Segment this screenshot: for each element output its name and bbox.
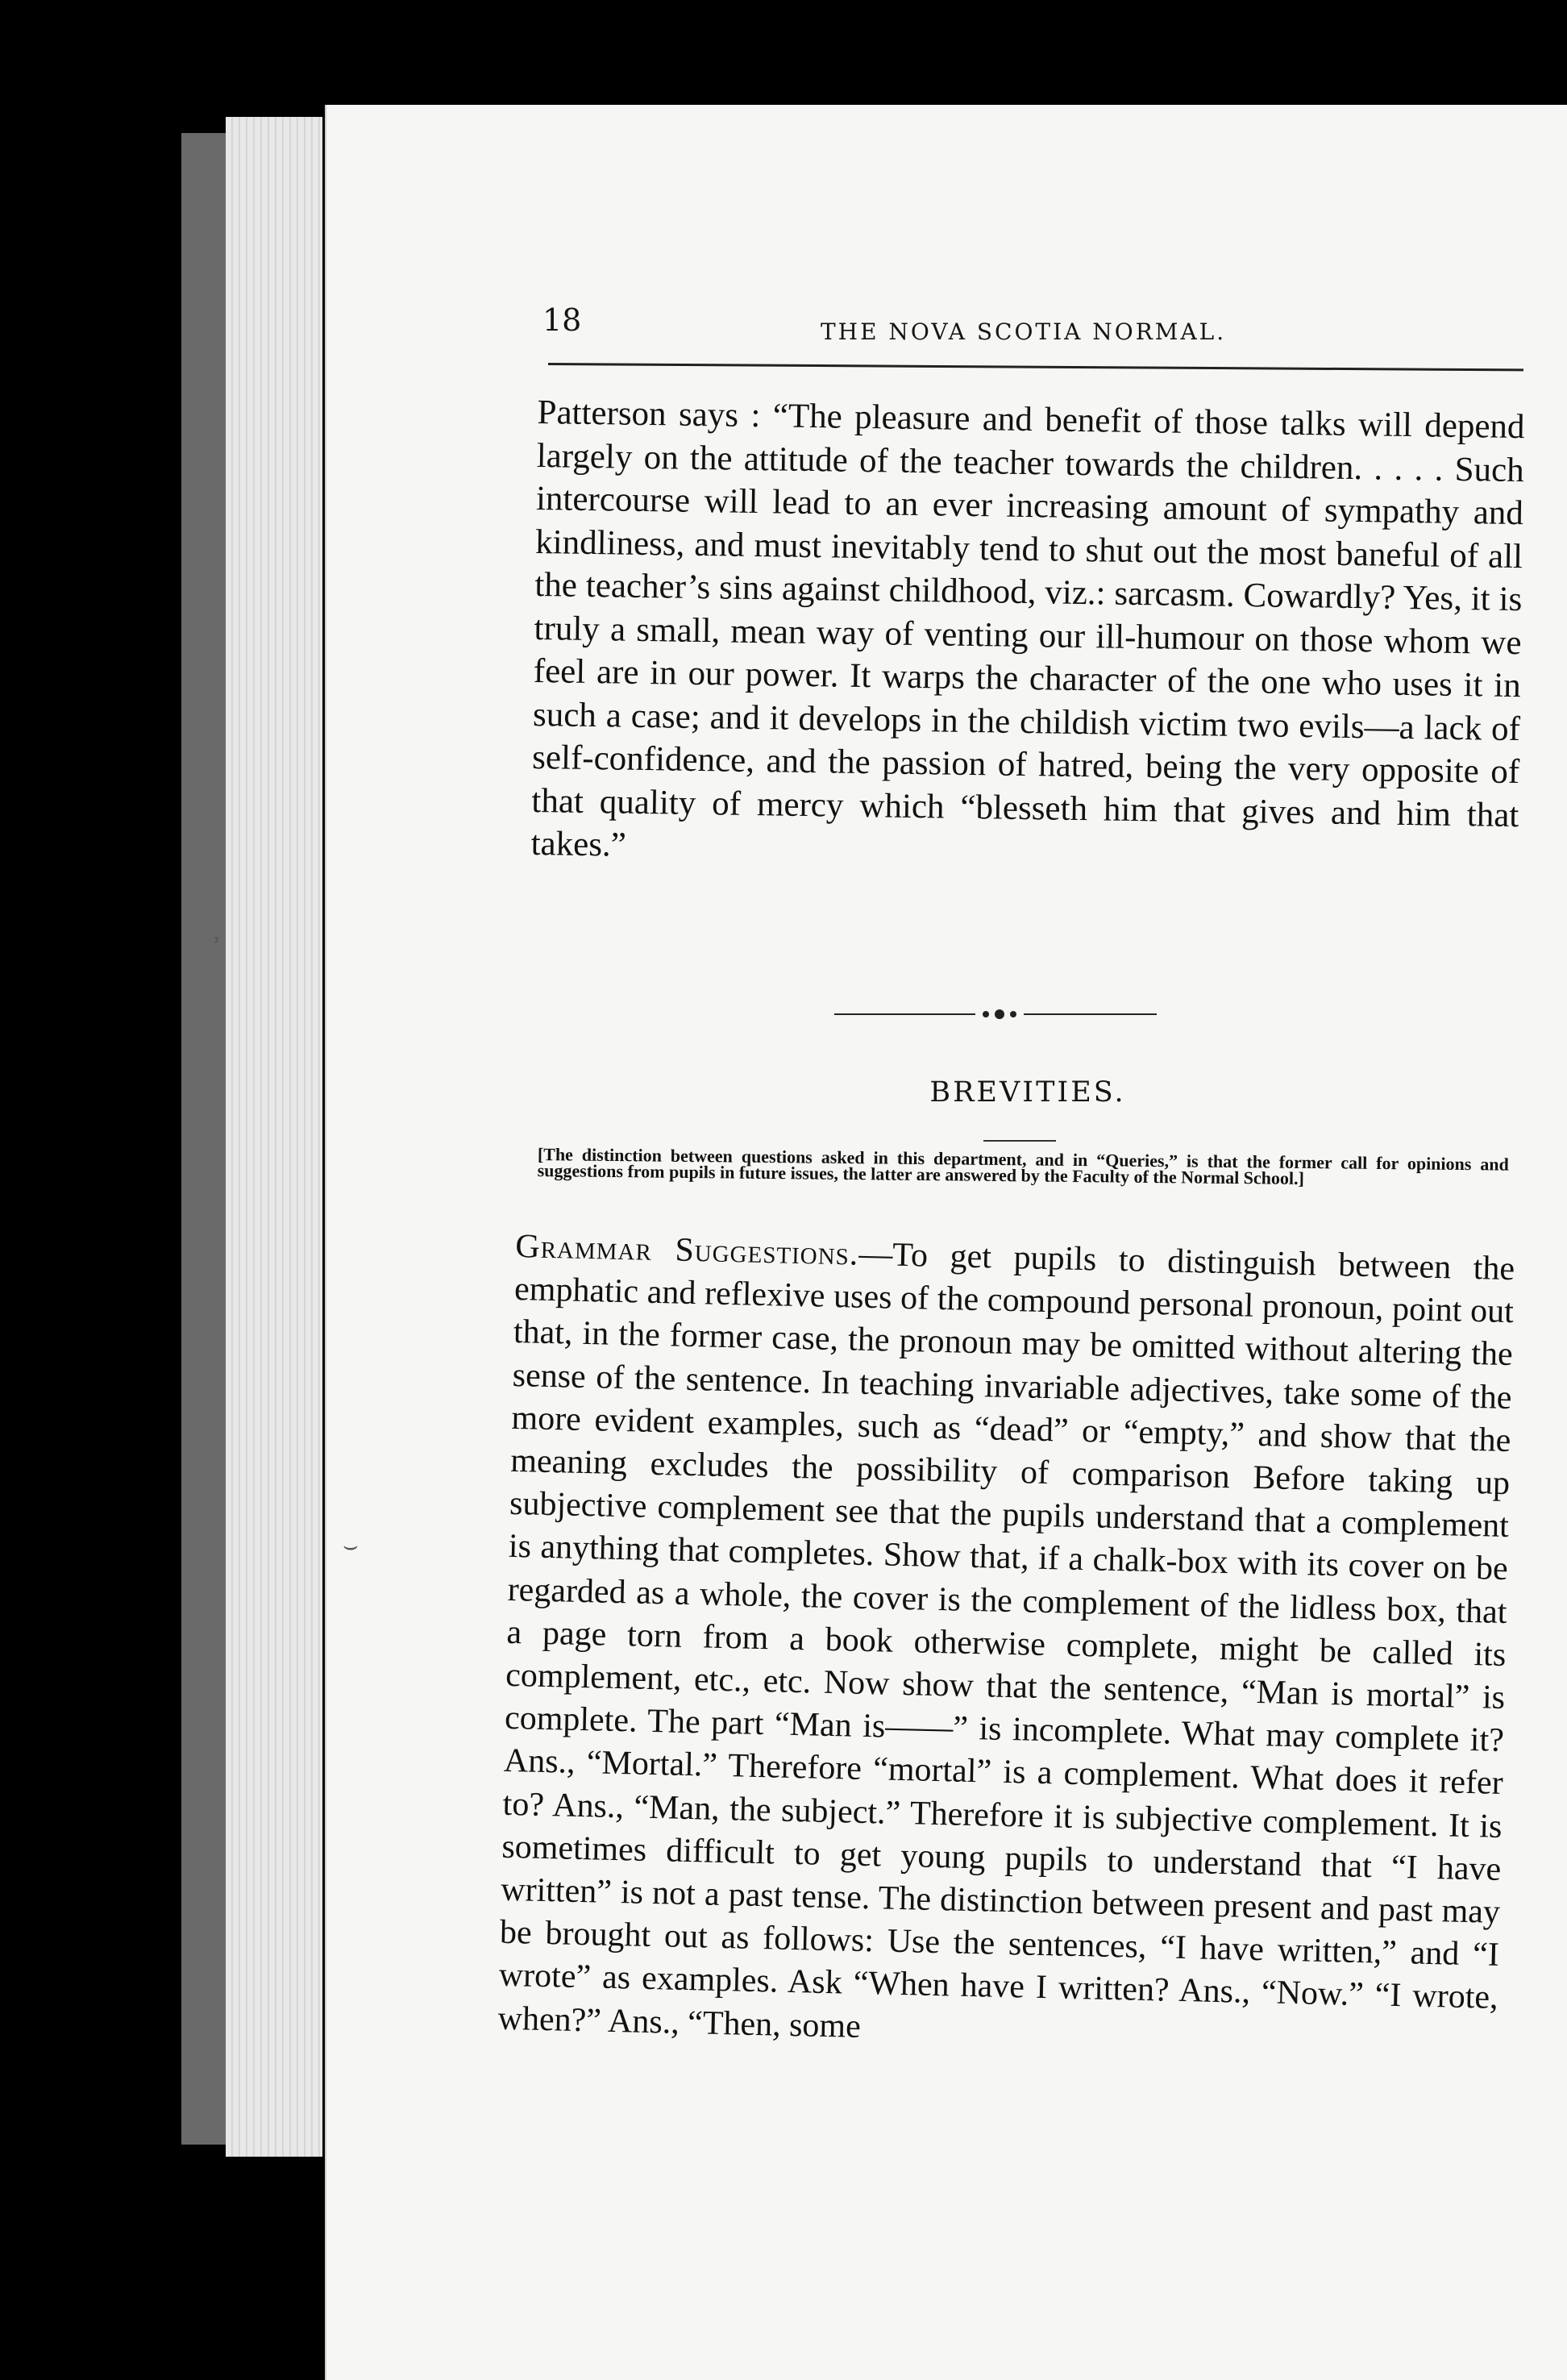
editorial-note: [The distinction between questions asked in this department, and in “Queries,” is that the former call for opinions and suggestions from pupils in future issues, the latter are answered by the Faculty of the Normal School.] xyxy=(537,1144,1509,1188)
header-rule xyxy=(548,363,1523,371)
quote-paragraph: Patterson says : “The pleasure and benefit of those talks will depend largely on the attitude of the teacher towards the children. . . . . Such intercourse will lead to an ever increasing amount of sympathy and kindliness, and must inevitably tend to shut out the most baneful of all the teacher’s sins against childhood, viz.: sarcasm. Cowardly? Yes, it is truly a small, mean way of venting our ill-humour on those whom we feel are in our power. It warps the character of the one who uses it in such a case; and it develops in the childish victim two evils—a lack of self-confidence, and the passion of hatred, being the very opposite of that quality of mercy which “blesseth him that gives and him that takes.” xyxy=(530,393,1525,864)
section-title: BREVITIES. xyxy=(929,1076,1126,1109)
margin-mark: ⌣ xyxy=(343,1532,359,1560)
page-number: 18 xyxy=(542,302,582,338)
article-paragraph xyxy=(497,1225,1515,2063)
page-header xyxy=(542,302,1494,351)
article-heading: Grammar Suggestions. xyxy=(514,1227,859,1273)
stacked-page-edges xyxy=(226,117,322,2157)
journal-page xyxy=(214,105,1567,2380)
section-divider-ornament xyxy=(834,1006,1181,1022)
section-title-rule xyxy=(983,1140,1056,1142)
running-title: THE NOVA SCOTIA NORMAL. xyxy=(821,318,1227,345)
article-body: —To get pupils to distinguish between the emphatic and reflexive uses of the compound personal pronoun, point out that, in the former case, the pronoun may be omitted without altering the sense of the sentence. In teaching invariable adjectives, take some of the more evident examples, such as “dead” or “empty,” and show that the meaning excludes the possibility of comparison Before taking up subjective complement see that the pupils understand that a complement is anything that completes. Show that, if a chalk-box with its cover on be regarded as a whole, the cover is the complement of the lidless box, that a page torn from a book otherwise complete, might be called its complement, etc., etc. Now show that the sentence, “Man is mortal” is complete. The part “Man is——” is incomplete. What may complete it? Ans., “Mortal.” Therefore “mortal” is a complement. What does it refer to? Ans., “Man, the subject.” Therefore it is subjective complement. It is sometimes difficult to get young pupils to understand that “I have written” is not a past tense. The distinction between present and past may be brought out as follows: Use the sentences, “I have written,” and “I wrote” as examples. Ask “When have I written? Ans., “Now.” “I wrote, when?” Ans., “Then, some xyxy=(497,1235,1515,2045)
margin-mark: ˒ xyxy=(214,927,222,955)
